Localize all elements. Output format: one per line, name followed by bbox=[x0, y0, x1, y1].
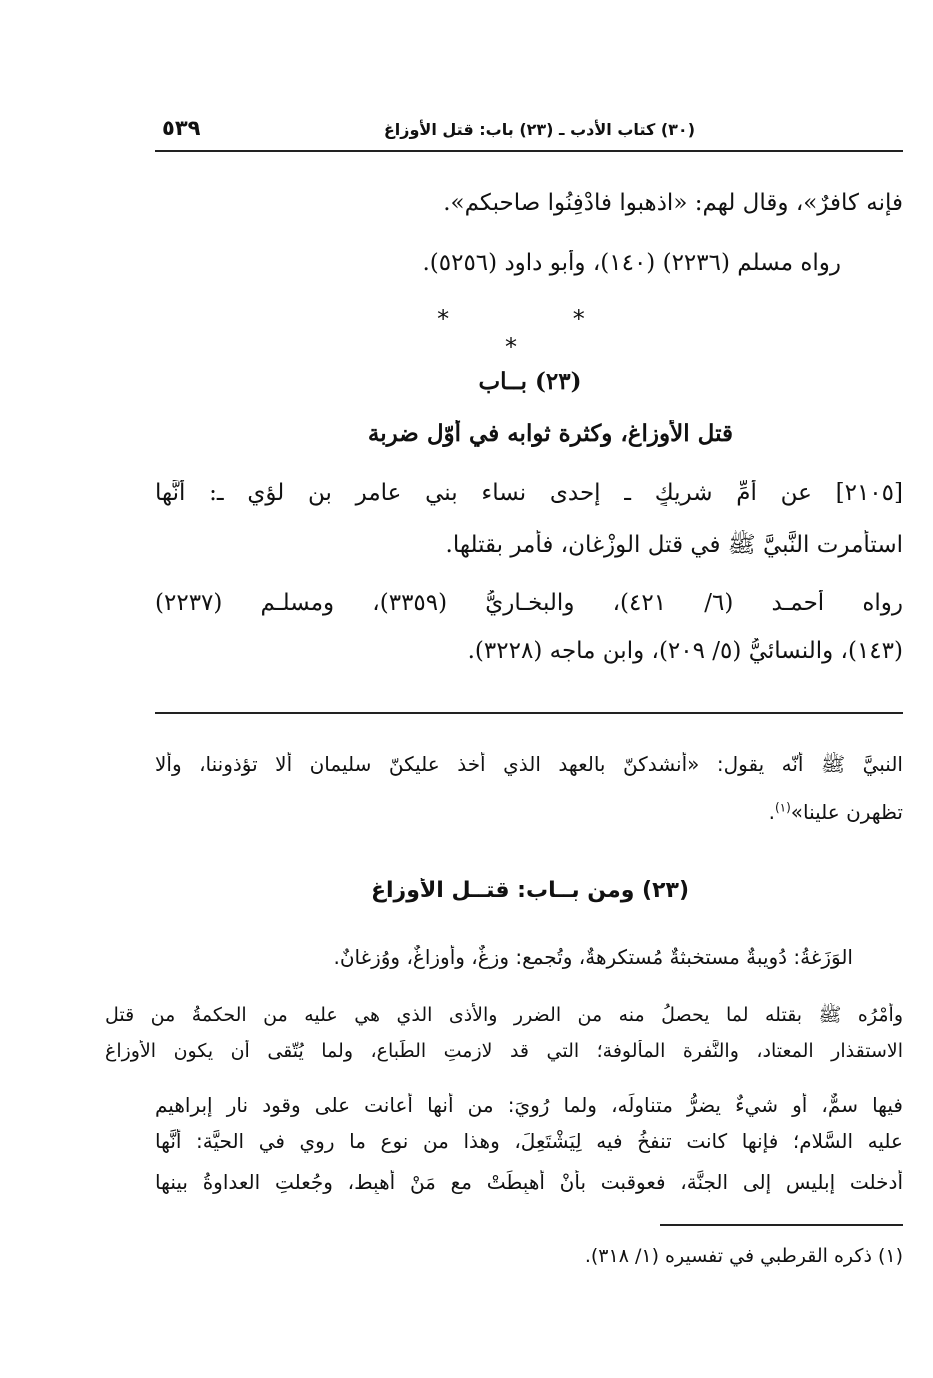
commentary-line-6: أدخلت إبليس إلى الجنَّة، فعوقبت بأنْ أُهبِطَتْ مع مَنْ أُهبِط، وجُعلتِ العداوةُ بينها bbox=[155, 1170, 903, 1194]
hadith-line-2: استأمرت النَّبيَّ ﷺ في قتل الوزْغان، فأمر بقتلها. bbox=[445, 532, 903, 558]
commentary-prev-line-2 bbox=[603, 800, 903, 824]
chapter-title: قتل الأوزاغ، وكثرة ثوابه في أوّل ضربة bbox=[367, 420, 733, 447]
commentary-line-5: عليه السَّلام؛ فإنها كانت تنفخُ فيه لِيَشْتَعِلَ، وهذا من نوع ما روي في الحيَّة: أنَّها bbox=[155, 1129, 903, 1153]
hadith-line-4: (١٤٣)، والنسائيُّ (٥/ ٢٠٩)، وابن ماجه (٣٢٢٨). bbox=[467, 638, 903, 664]
previous-line-1: فإنه كافرٌ»، وقال لهم: «اذهبوا فادْفِنُوا صاحبكم». bbox=[443, 190, 903, 216]
commentary-heading: (٢٣) ومن بــاب: قتــل الأوزاغ bbox=[370, 878, 690, 903]
previous-line-2: رواه مسلم (٢٢٣٦) (١٤٠)، وأبو داود (٥٢٥٦). bbox=[422, 250, 841, 276]
hadith-line-1: [٢١٠٥] عن أمِّ شريكٍ ـ إحدى نساء بني عامر بن لؤي ـ: أنَّها bbox=[155, 480, 903, 506]
commentary-line-1: الوَزَغةُ: دُويبةٌ مستخبثةٌ مُستكرهةٌ، وتُجمع: وزغٌ، وأوزاغٌ، ووُزغانٌ. bbox=[333, 945, 853, 969]
commentary-line-2: وأمْرُه ﷺ بقتله لما يحصلُ منه من الضرر والأذى الذي هي عليه من الحكمةُ من قتل bbox=[105, 1004, 903, 1026]
chapter-heading: (٢٣) بــاب bbox=[478, 368, 582, 395]
footnote-marker: (١) bbox=[774, 800, 791, 815]
hadith-line-3: رواه أحمـد (٦/ ٤٢١)، والبخـاريُّ (٣٣٥٩)، ومسلـم (٢٢٣٧) bbox=[155, 590, 903, 616]
header-rule bbox=[155, 150, 903, 152]
commentary-prev-text: تظهرن علينا» bbox=[790, 800, 903, 824]
page-number: ٥٣٩ bbox=[162, 116, 201, 140]
commentary-line-4: فيها سمٌّ، أو شيءٌ يضرُّ متناولَه، ولما رُوِيَ: من أنها أعانت على وقود نار إبراهيم bbox=[155, 1093, 903, 1117]
footnote-rule bbox=[660, 1224, 903, 1226]
running-title: (٣٠) كتاب الأدب ـ (٢٣) باب: قتل الأوزاغ bbox=[383, 120, 695, 139]
section-separator: * * * bbox=[437, 305, 643, 361]
commentary-prev-line-1: النبيَّ ﷺ أنّه يقول: «أنشدكنّ بالعهد الذي أخذ عليكنّ سليمان ألا تؤذوننا، وألا bbox=[155, 752, 903, 776]
commentary-prev-end: . bbox=[768, 800, 775, 824]
footnote-text: (١) ذكره القرطبي في تفسيره (١/ ٣١٨). bbox=[584, 1245, 903, 1267]
commentary-line-3: الاستقذار المعتاد، والنَّفرة المألوفة؛ التي قد لازمتِ الطِّباع، ولما يُتّقى أن يكون الأوزاغ bbox=[105, 1040, 903, 1062]
section-rule bbox=[155, 712, 903, 714]
